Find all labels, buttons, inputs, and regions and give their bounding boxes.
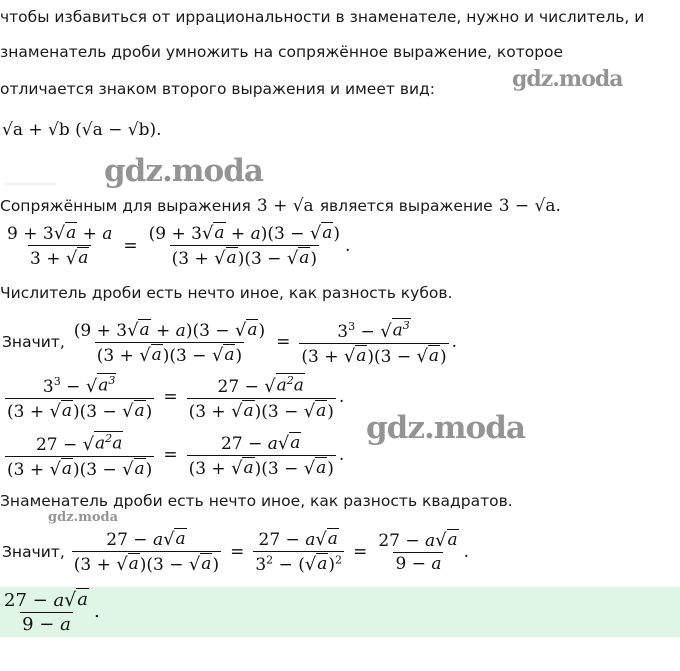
watermark: gdz.moda xyxy=(366,410,525,446)
watermark: gdz.moda xyxy=(512,66,623,92)
so-label: Значит, xyxy=(2,542,65,561)
equation-4: 27 − √ $a^2a$ (3 + √ a )(3 − √ a ) = 27 − a √ a (3 + √ a )(3 − √ a ) . xyxy=(7,432,345,480)
paragraph-line-1: чтобы избавиться от иррациональности в знаменателе, нужно и числитель, и xyxy=(0,8,645,26)
fraction: 27 − a √ a (3 + √ a )(3 − √ a ) xyxy=(73,529,220,576)
conjugate-sentence-before: Сопряжённым для выражения xyxy=(0,197,251,215)
paragraph-line-2: знаменатель дроби умножить на сопряжённое выражение, которое xyxy=(0,43,564,61)
equation-2: Значит, (9 + 3 √ a + a)(3 − √ a ) (3 + √ a )(3 − √ a ) = $3^3$ − √ $a^3$ (3 + √ a )(3 − √ a ) . xyxy=(2,319,458,367)
conjugate-formula-text: √a + √b (√a − √b). xyxy=(2,120,162,140)
squares-sentence: Знаменатель дроби есть нечто иное, как разность квадратов. xyxy=(0,492,513,510)
fraction: $3^3$ − √ $a^3$ (3 + √ a )(3 − √ a ) xyxy=(301,319,447,367)
fraction: 27 − a √ a 9 − a xyxy=(378,530,458,575)
expression-3-minus-sqrt-a: 3 − √a. xyxy=(498,196,561,216)
fraction: 27 − √ $a^2a$ (3 + √ a )(3 − √ a ) xyxy=(188,374,334,422)
final-answer: 27 − a √ a 9 − a . xyxy=(4,589,100,636)
expression-3-plus-sqrt-a: 3 + √a xyxy=(256,196,314,216)
conjugate-sentence-middle: является выражение xyxy=(319,197,493,215)
conjugate-sentence xyxy=(0,196,561,216)
watermark: gdz.moda xyxy=(104,153,263,189)
divider xyxy=(4,183,56,185)
answer-box xyxy=(0,587,680,637)
so-label: Значит, xyxy=(2,333,65,352)
equation-5: Значит, 27 − a √ a (3 + √ a )(3 − √ a ) = 27 − a √ a $3^2$ − ( √ a )$^2$ = 27 − a √ a 9 − a . xyxy=(2,529,470,576)
watermark: gdz.moda xyxy=(48,510,119,525)
cubes-sentence: Числитель дроби есть нечто иное, как разность кубов. xyxy=(0,284,453,302)
fraction: $3^3$ − √ $a^3$ (3 + √ a )(3 − √ a ) xyxy=(7,374,153,422)
fraction: (9 + 3 √ a + a)(3 − √ a ) (3 + √ a )(3 − √ a ) xyxy=(148,223,340,270)
fraction: 27 − a √ a 9 − a xyxy=(4,589,88,636)
fraction: 27 − a √ a (3 + √ a )(3 − √ a ) xyxy=(188,432,334,480)
equation-1: 9 + 3 √ a + a 3 + √ a = (9 + 3 √ a + a)(3 − √ a ) (3 + √ a )(3 − √ a ) . xyxy=(7,223,351,270)
fraction: 27 − a √ a $3^2$ − ( √ a )$^2$ xyxy=(255,529,343,576)
fraction: 9 + 3 √ a + a 3 + √ a xyxy=(7,223,113,270)
equation-3: $3^3$ − √ $a^3$ (3 + √ a )(3 − √ a ) = 27 − √ $a^2a$ (3 + √ a )(3 − √ a ) . xyxy=(7,374,345,422)
conjugate-formula xyxy=(2,120,162,140)
fraction: 27 − √ $a^2a$ (3 + √ a )(3 − √ a ) xyxy=(7,432,153,480)
paragraph-line-3: отличается знаком второго выражения и имеет вид: xyxy=(0,80,435,98)
fraction: (9 + 3 √ a + a)(3 − √ a ) (3 + √ a )(3 − √ a ) xyxy=(73,319,266,367)
